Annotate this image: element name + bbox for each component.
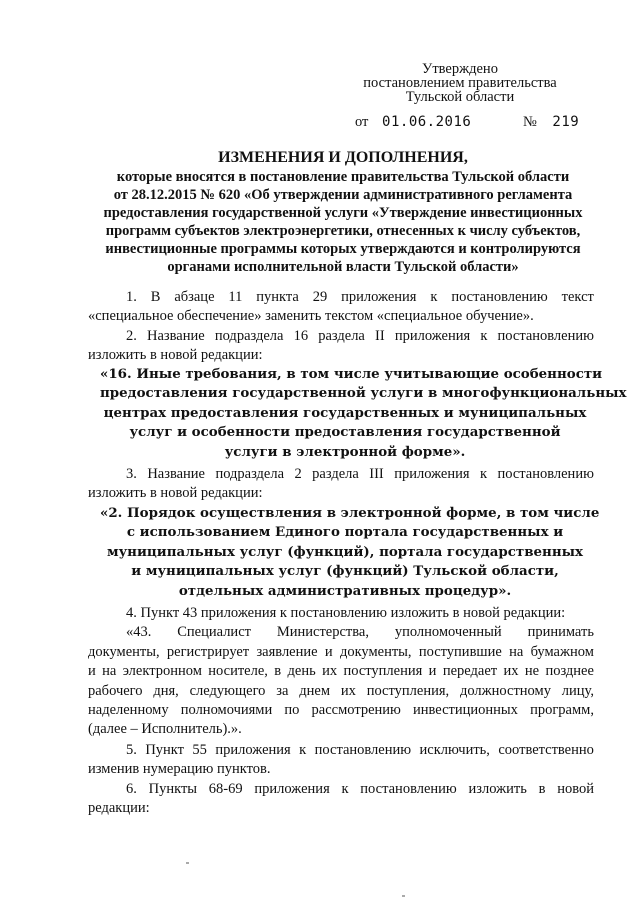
justified-line — [88, 623, 594, 642]
title-line: органами исполнительной власти Тульской области» — [167, 259, 519, 275]
word: Пункт — [145, 742, 184, 758]
word: Пункты — [148, 781, 198, 797]
title-line: программ субъектов электроэнергетики, отнесенных к числу субъектов, — [105, 223, 581, 239]
word: Специалист — [177, 624, 251, 641]
number-label: № — [522, 114, 537, 130]
word: 5. — [126, 742, 137, 758]
word: в — [538, 781, 546, 797]
registration-line — [355, 114, 579, 131]
quote-line: предоставления государственной услуги в многофункциональных — [100, 385, 627, 402]
word: 3. — [126, 466, 137, 482]
word: 2. — [126, 328, 137, 344]
word: в — [274, 663, 282, 680]
word: поступившие — [418, 643, 502, 660]
word: и — [88, 663, 96, 680]
title-line: предоставления государственной услуги «Утверждение инвестиционных — [103, 205, 583, 221]
justified-line — [88, 662, 594, 681]
item-2-line-2: изложить в новой редакции: — [88, 347, 263, 364]
item-4-quote-end: (далее – Исполнитель).». — [88, 721, 242, 738]
word: полномочиями — [180, 702, 273, 719]
item-6 — [88, 780, 594, 819]
word: к — [430, 289, 438, 305]
item-5 — [88, 741, 594, 780]
word: дня, — [153, 682, 179, 699]
word: подраздела — [215, 466, 285, 482]
item-3 — [88, 465, 594, 504]
item-6-line-2: редакции: — [88, 800, 150, 817]
justified-line — [88, 780, 594, 799]
word: II — [375, 328, 385, 344]
justified-line — [88, 643, 594, 662]
word: раздела — [312, 466, 359, 482]
word: носителе, — [208, 663, 268, 680]
title-subtitle — [78, 168, 608, 276]
word: Название — [147, 466, 205, 482]
word: к — [299, 742, 307, 758]
title-line: от 28.12.2015 № 620 «Об утверждении административного регламента — [113, 187, 573, 203]
word: и — [428, 663, 437, 680]
word: постановлению — [451, 289, 548, 305]
scan-speck — [186, 862, 189, 864]
word: подраздела — [214, 328, 284, 344]
word: раздела — [318, 328, 365, 344]
quote-line: услуг и особенности предоставления государственной — [129, 424, 561, 441]
word: к — [341, 781, 349, 797]
item-4-line: 4. Пункт 43 приложения к постановлению изложить в новой редакции: — [126, 605, 566, 621]
word: приложения — [341, 289, 417, 305]
quote-line: «16. Иные требования, в том числе учитывающие особенности — [100, 366, 603, 382]
justified-line — [88, 701, 594, 720]
quote-line: с использованием Единого портала государственных и — [126, 524, 564, 541]
quote-line: центрах предоставления государственных и муниципальных — [103, 404, 587, 421]
word: пункта — [256, 289, 299, 305]
word: их — [322, 663, 338, 680]
item-3-line-2: изложить в новой редакции: — [88, 485, 263, 502]
justified-line — [88, 465, 594, 484]
item-4 — [88, 604, 594, 740]
word: 68-69 — [208, 781, 243, 797]
word: днем — [299, 682, 331, 699]
word: текст — [561, 289, 594, 305]
word: документы, — [88, 643, 160, 660]
date-value: 01.06.2016 — [382, 114, 472, 130]
word: поступления — [343, 663, 423, 680]
word: рабочего — [88, 682, 143, 699]
word: их — [503, 663, 519, 680]
quote-subsection-16 — [100, 365, 627, 462]
quote-line: и муниципальных услуг (функций) Тульской области, — [131, 563, 559, 580]
approved-line-2: постановлением правительства — [363, 75, 557, 91]
approved-line-3: Тульской области — [405, 89, 515, 105]
word: 55 — [192, 742, 207, 758]
title-line: инвестиционные программы которых утверждаются и контролируются — [105, 241, 581, 257]
word: лицу, — [561, 682, 594, 699]
word: приложения — [254, 781, 330, 797]
word: к — [480, 328, 488, 344]
title-heading: ИЗМЕНЕНИЯ И ДОПОЛНЕНИЯ, — [218, 149, 468, 166]
word: постановлению — [497, 328, 594, 344]
word: приложения — [215, 742, 291, 758]
word: исключить, — [419, 742, 490, 758]
word: III — [369, 466, 384, 482]
word: соответственно — [498, 742, 594, 758]
word: поступления, — [366, 682, 450, 699]
word: регистрирует — [166, 643, 250, 660]
word: инвестиционных — [413, 702, 518, 719]
word: «43. — [126, 624, 152, 641]
scan-speck — [402, 895, 405, 897]
word: Название — [147, 328, 205, 344]
word: заявление — [256, 643, 318, 660]
word: 29 — [312, 289, 328, 305]
title-line: которые вносятся в постановление правительства Тульской области — [116, 169, 570, 185]
word: рассмотрению — [311, 702, 401, 719]
justified-line — [88, 327, 594, 346]
word: постановлению — [360, 781, 457, 797]
date-label: от — [355, 114, 369, 130]
word: бумажном — [530, 643, 594, 660]
justified-line — [88, 741, 594, 760]
word: наделенному — [88, 702, 169, 719]
quote-line: «2. Порядок осуществления в электронной форме, в том числе — [100, 505, 600, 521]
word: изложить — [468, 781, 527, 797]
word: приложения — [394, 466, 470, 482]
word: 11 — [228, 289, 243, 305]
word: 1. — [126, 289, 137, 305]
word: постановлению — [314, 742, 412, 758]
item-2 — [88, 327, 594, 366]
justified-line — [88, 682, 594, 701]
word: их — [340, 682, 356, 699]
quote-line: отдельных административных процедур». — [178, 582, 512, 599]
word: следующего — [189, 682, 266, 699]
quote-line: услуги в электронной форме». — [224, 443, 466, 460]
word: документы, — [339, 643, 412, 660]
quote-line: муниципальных услуг (функций), портала государственных — [106, 543, 584, 560]
number-value: 219 — [552, 114, 580, 130]
approval-stamp — [330, 62, 590, 104]
word: программ, — [530, 702, 594, 719]
word: на — [509, 643, 524, 660]
item-1 — [88, 288, 594, 327]
word: 6. — [126, 781, 137, 797]
word: 16 — [293, 328, 309, 344]
word: уполномоченный — [394, 624, 502, 641]
word: Министерства, — [276, 624, 369, 641]
word: новой — [557, 781, 594, 797]
word: день — [287, 663, 316, 680]
word: не — [524, 663, 540, 680]
word: абзаце — [174, 289, 215, 305]
justified-line — [88, 288, 594, 307]
word: передает — [442, 663, 498, 680]
item-5-line-2: изменив нумерацию пунктов. — [88, 761, 271, 778]
document-title — [78, 148, 608, 276]
item-1-line-2: «специальное обеспечение» заменить текстом «специальное обучение». — [88, 308, 534, 325]
approved-line-1: Утверждено — [422, 61, 498, 77]
word: должностному — [459, 682, 551, 699]
word: позднее — [545, 663, 594, 680]
word: за — [276, 682, 289, 699]
word: принимать — [527, 624, 594, 641]
word: к — [479, 466, 488, 482]
word: приложения — [394, 328, 471, 344]
word: 2 — [294, 466, 302, 482]
word: и — [324, 643, 333, 660]
word: по — [284, 702, 300, 719]
word: постановлению — [497, 466, 594, 482]
quote-subsection-2 — [100, 504, 600, 601]
word: электронном — [122, 663, 202, 680]
word: В — [150, 289, 161, 305]
word: на — [102, 663, 117, 680]
